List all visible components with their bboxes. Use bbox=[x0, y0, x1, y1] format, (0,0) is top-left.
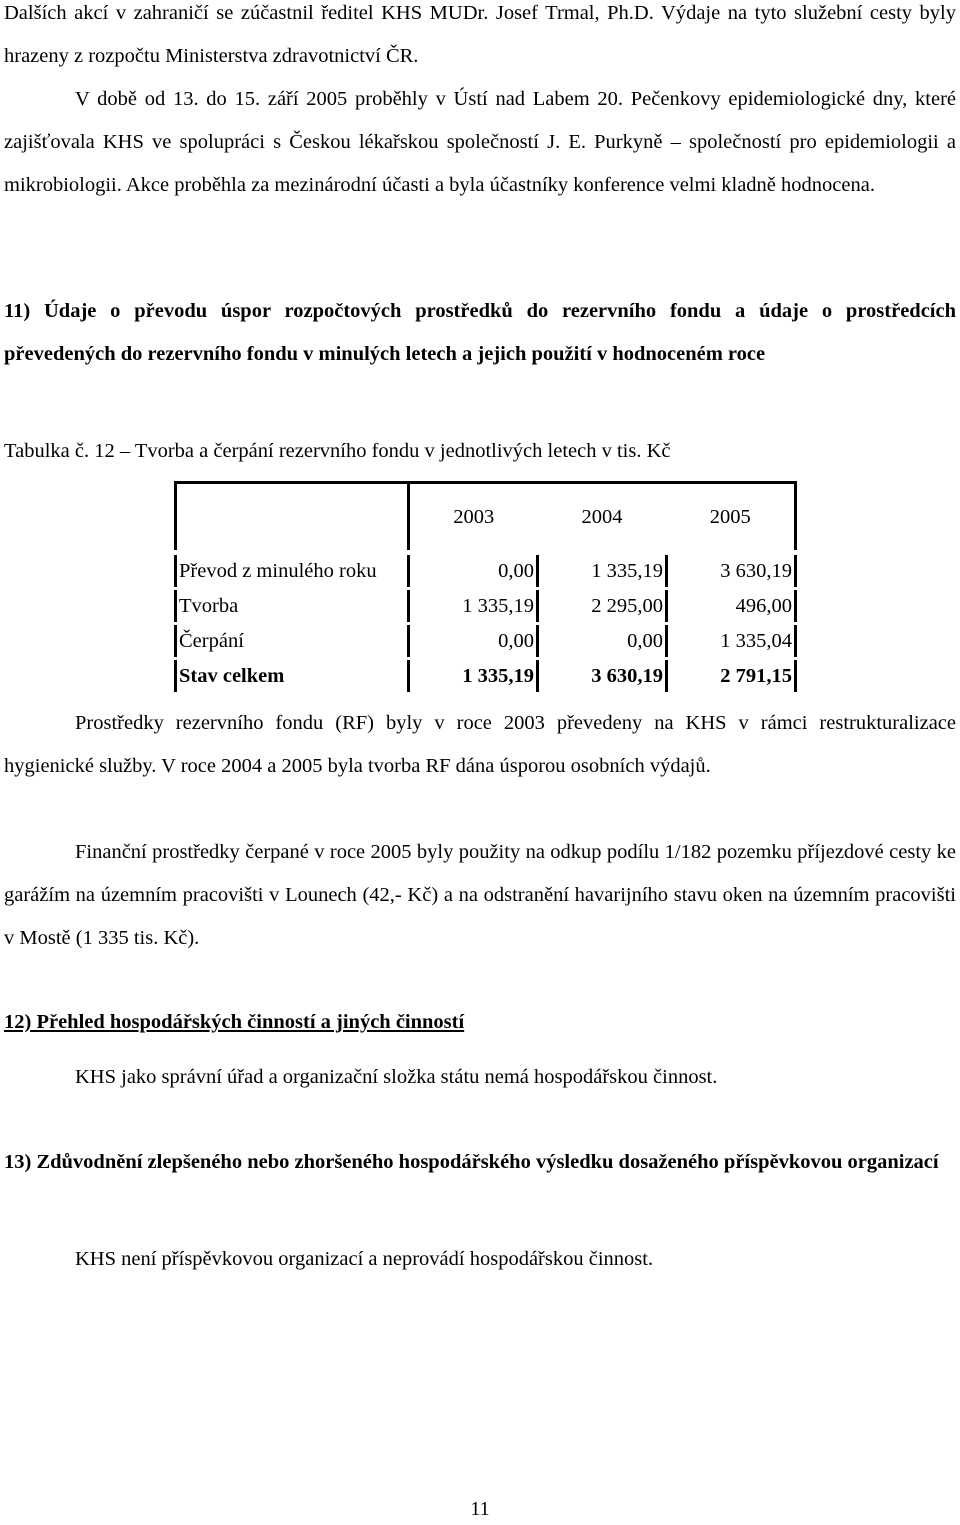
section-11-heading: 11) Údaje o převodu úspor rozpočtových prostředků do rezervního fondu a údaje o prostředcích převedených do rezervního fondu v minulých letech a jejich použití v hodnoceném roce bbox=[4, 300, 956, 365]
table-cell: 1 335,19 bbox=[409, 659, 538, 694]
paragraph-reserve-fund-origin: Prostředky rezervního fondu (RF) byly v roce 2003 převedeny na KHS v rámci restrukturalizace hygienické služby. V roce 2004 a 2005 byla tvorba RF dána úsporou osobních výdajů. bbox=[4, 712, 956, 777]
table-row bbox=[176, 589, 796, 624]
table-cell: 1 335,04 bbox=[667, 624, 796, 659]
table-header-year: 2003 bbox=[409, 483, 538, 553]
section-13-text: KHS není příspěvkovou organizací a neprovádí hospodářskou činnost. bbox=[75, 1248, 654, 1270]
table-cell: 1 335,19 bbox=[409, 589, 538, 624]
table-row bbox=[176, 553, 796, 589]
table-cell: 1 335,19 bbox=[538, 553, 667, 589]
paragraph-epidemiology-days: V době od 13. do 15. září 2005 proběhly v Ústí nad Labem 20. Pečenkovy epidemiologické dny, které zajišťovala KHS ve spolupráci s Českou lékařskou společností J. E. Purkyně – společností pro epidemiologii a mikrobiologii. Akce proběhla za mezinárodní účasti a byla účastníky konference velmi kladně hodnocena. bbox=[4, 88, 956, 196]
table-cell: 2 295,00 bbox=[538, 589, 667, 624]
table-cell: 0,00 bbox=[538, 624, 667, 659]
section-13-heading: 13) Zdůvodnění zlepšeného nebo zhoršeného hospodářského výsledku dosaženého příspěvkovou organizací bbox=[4, 1151, 939, 1173]
table-cell: 3 630,19 bbox=[667, 553, 796, 589]
table-cell: 0,00 bbox=[409, 624, 538, 659]
reserve-fund-table bbox=[174, 481, 797, 695]
table-header-empty bbox=[176, 483, 409, 553]
section-12-text: KHS jako správní úřad a organizační složka státu nemá hospodářskou činnost. bbox=[75, 1066, 718, 1088]
paragraph-reserve-fund-usage: Finanční prostředky čerpané v roce 2005 byly použity na odkup podílu 1/182 pozemku příjezdové cesty ke garážím na územním pracovišti v Lounech (42,- Kč) a na odstranění havarijního stavu oken na územním pracovišti v Mostě (1 335 tis. Kč). bbox=[4, 841, 956, 949]
row-label: Čerpání bbox=[176, 624, 409, 659]
table-cell: 3 630,19 bbox=[538, 659, 667, 694]
table-cell: 0,00 bbox=[409, 553, 538, 589]
row-label: Převod z minulého roku bbox=[176, 553, 409, 589]
table-cell: 496,00 bbox=[667, 589, 796, 624]
row-label: Tvorba bbox=[176, 589, 409, 624]
row-label: Stav celkem bbox=[176, 659, 409, 694]
table-header-year: 2004 bbox=[538, 483, 667, 553]
paragraph-foreign-trips: Dalších akcí v zahraničí se zúčastnil ředitel KHS MUDr. Josef Trmal, Ph.D. Výdaje na tyto služební cesty byly hrazeny z rozpočtu Ministerstva zdravotnictví ČR. bbox=[4, 2, 956, 67]
table-cell: 2 791,15 bbox=[667, 659, 796, 694]
table-total-row bbox=[176, 659, 796, 694]
page-number: 11 bbox=[470, 1498, 490, 1520]
table-header-row bbox=[176, 483, 796, 553]
table-header-year: 2005 bbox=[667, 483, 796, 553]
table-row bbox=[176, 624, 796, 659]
table-caption: Tabulka č. 12 – Tvorba a čerpání rezervního fondu v jednotlivých letech v tis. Kč bbox=[4, 440, 671, 462]
section-12-heading: 12) Přehled hospodářských činností a jiných činností bbox=[4, 1011, 465, 1033]
